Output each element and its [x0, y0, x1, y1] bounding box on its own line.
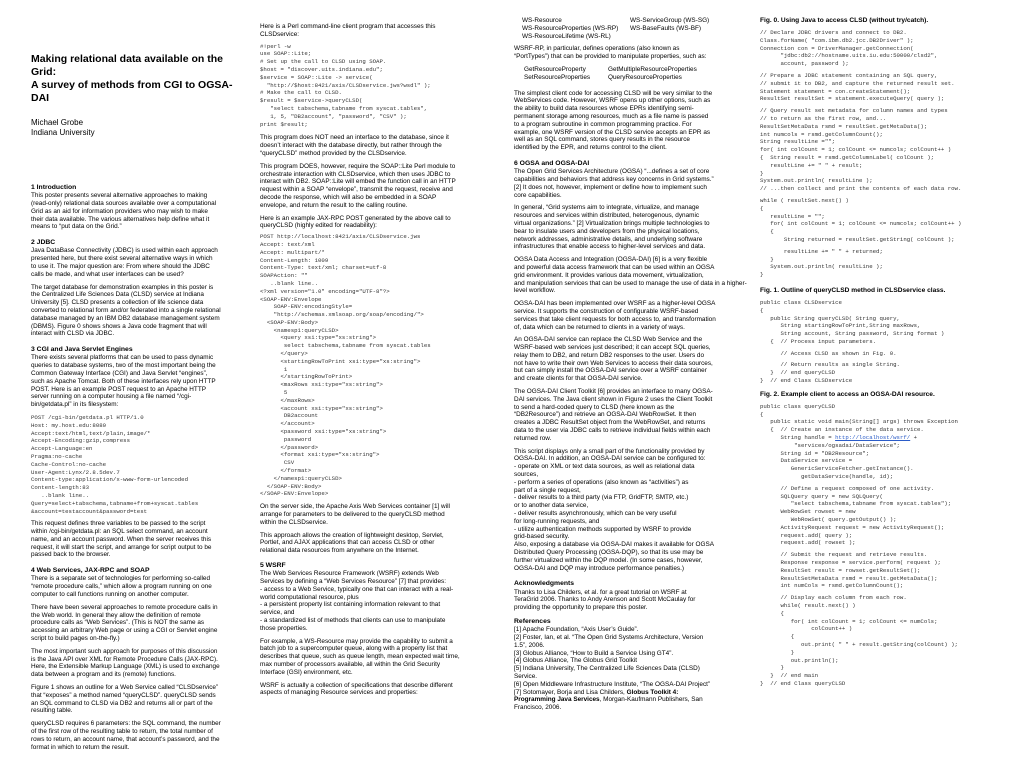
wsrf-rp-paragraph: WSRF-RP, in particular, defines operations (also known as “PortTypes”) that can be provided to manipulate properties, such as:	[514, 45, 707, 61]
axis-paragraph: On the server side, the Apache Axis Web Services container [1] will arrange for parameters to be delivered to the queryCLSD method within the CLSDservice.	[260, 503, 450, 526]
ws-paragraph-2: There have been several approaches to remote procedure calls in the Web world. In general they allow the definition of remote procedure calls as “Web Services”. (This is NOT the same as accessing an arbitrary Web page or using a CGI or Servlet engine script to build pages on-the-fly.)	[31, 603, 218, 643]
cgi-paragraph-1: There exists several platforms that can be used to pass dynamic queries to database systems, two of the most important being the Common Gateway Interface (CGI) and Java Servlet “engines”, such as Apache Tomcat. Both of these interfaces rely upon HTTP POST. Here is an example POST request to an Apache HTTP server running on a computer housing a file named “/cgi- bin/getdata.pl” in its filesystem:	[31, 354, 216, 409]
ogsa-paragraph-5: An OGSA-DAI service can replace the CLSD Web Service and the WSRF-based web services just described; it can accept SQL queries, relay them to DB2, and return DB2 responses to the user. Users do not have to write their own Web Services to access their data sources, but can simply install the OGSA-DAI service over a WSRF container and create clients for that OGSA-DAI service.	[514, 336, 713, 383]
ogsa-paragraph-4: OGSA-DAI has been implemented over WSRF as a higher-level OGSA service. It supports the construction of configurable WSRF-based services that take client requests for both access to, and transformation of, data which can be returned to clients in a variety of ways.	[514, 300, 716, 331]
column-1	[31, 0, 247, 768]
ws-paragraph-1: There is a separate set of technologies for performing so-called “remote procedure calls,” which allow a program running on one computer to call functions running on another computer.	[31, 575, 212, 599]
figure-0-code: // Declare JDBC drivers and connect to DB2. Class.forName( "com.ibm.db2.jcc.DB2Driver" ); Connection con = DriverManager.getConnection( "jdbc:db2://hostname.uits.iu.edu:50000/clsd2", account, password ); // Prepare a JDBC statement containing an SQL query, // submit it to DB2, and capture the returned result set. Statement statement = con.createStatement(); ResultSet resultSet = statement.executeQuery( query ); // Query result set metadata for column names and types // to return as the first row, and... ResultSetMetaData rsmd = resultSet.getMetaData(); int numcols = rsmd.getColumnCount(); String resultLine =""; for( int colCount = 1; colCount <= numcols; colCount++ ) { String result = rsmd.getColumnLabel( colCount ); resultLine += " " + result; } System.out.println( resultLine ); // ...then collect and print the contents of each data row. while ( resultSet.next() ) { resultLine = ""; for( int colCount = 1; colCount <= numcols; colCount++ ) { String returned = resultSet.getString( colCount ); resultLine += " " + returned; } System.out.println( resultLine ); }	[760, 29, 962, 279]
perl-paragraph-4: Here is an example JAX-RPC POST generated by the above call to queryCLSD (highly edited for readability):	[260, 214, 451, 230]
figure-2-code: public class queryCLSD { public static void main(String[] args) throws Exception { // Create an instance of the data service. String handle = http://localhost/wsrf/ + "services/ogsadai/DataService"; String id = "DB2Resource"; DataService service = GenericServiceFetcher.getInstance(). getDataService(handle, id); // Define a request composed of one activity. SQLQuery query = new SQLQuery( "select tabschema,tabname from syscat.tables"); WebRowSet rowset = new WebRowSet( query.getOutput() ); ActivityRequest request = new ActivityRequest(); request.add( query ); request.add( rowset ); // Submit the request and retrieve results. Response response = service.perform( request ); ResultSet result = rowset.getResultSet(); ResultSetMetaData rsmd = result.getMetaData(); int numCols = rsmd.getColumnCount(); // Display each column from each row. while( result.next() ) { for( int colCount = 1; colCount <= numCols; colCount++ ) { out.print( " " + result.getString(colCount) ); } out.println(); } } // end main } // end Class queryCLSD	[760, 402, 958, 687]
section-heading-introduction: 1 Introduction	[31, 184, 77, 191]
column-2	[260, 0, 500, 768]
http-post-code-block: POST /cgi-bin/getdata.pl HTTP/1.0 Host: my.host.edu:8080 Accept:text/html,text/plain,image/* Accept-Encoding:gzip,compress Accept-Language:en Pragma:no-cache Cache-Control:no-cache User-Agent:Lynx/2.8.5dev.7 Content-type:application/x-www-form-urlencoded Content-length:83 ..blank line.. Query=select+tabschema,tabname+from+syscat.tables &account=testaccount&password=test	[31, 413, 199, 515]
wsrf-paragraph-1: The Web Services Resource Framework (WSRF) extends Web Services by defining a “Web Services Resource” [7] that provides:	[260, 570, 447, 585]
porttype-table: GetResourceProperty GetMultipleResourceProperties SetResourceProperties QueryResourceProperties	[524, 65, 697, 81]
wsrf-paragraph-3: WSRF is actually a collection of specifications that describe different aspects of managing Resource services and properties:	[260, 681, 453, 697]
jdbc-paragraph-1: Java DataBase Connectivity (JDBC) is used within each approach presented here, but there exist several alternative ways in which to use it. The major question are: From where should the JDBC calls be made, and what user interfaces can be used?	[31, 247, 218, 278]
author-name: Michael Grobe	[31, 118, 84, 127]
ogsa-paragraph-8: Also, exposing a database via OGSA-DAI makes it available for OGSA Distributed Query Processing (OGSA-DQP), so that its use may be further virtualized within the DQP model. (In some cases, however, OGSA-DAI and DQP may introduce performance penalties.)	[514, 541, 714, 572]
dataservice-url-link[interactable]: http://localhost/wsrf/	[835, 434, 911, 442]
perl-intro-paragraph: Here is a Perl command-line client program that accesses this CLSDservice:	[260, 23, 436, 38]
cgi-paragraph-2: This request defines three variables to be passed to the script within /cgi-bin/getdata.pl: an SQL select command, an account name, and an account password. When the server receives this request, it will start the script, and arrange for script output to be passed back to the browser.	[31, 520, 212, 559]
wsrf-client-paragraph: The simplest client code for accessing CLSD will be very similar to the WebServices code. However, WSRF opens up other options, such as the ability to build data resources whose EPRs identifying semi- permanent storage among resources, much as a file name is passed to a program subroutine in common programming practice. For example, one WSRF version of the CLSD service accepts an EPR as well as an SQL command, stores query results in the resource identified by the EPR, and returns control to the client.	[514, 89, 713, 152]
section-heading-references: References	[514, 618, 551, 625]
figure-1-caption: Fig. 1. Outline of queryCLSD method in CLSDservice class.	[760, 286, 946, 294]
ws-paragraph-4: Figure 1 shows an outline for a Web Service called “CLSDservice” that “exposes” a method named “queryCLSD”. queryCLSD sends an SQL command to CLSD via DB2 and returns all or part of the resulting table.	[31, 684, 219, 715]
ogsa-paragraph-2: In general, “Grid systems aim to integrate, virtualize, and manage resources and services within distributed, heterogenous, dynamic virtual organizations.” [2] Virtualization brings multiple technologies to bear to insulate users and developers from the physical locations, network addresses, administrative details, and underlying software infrastructures that enable access to higher-level services and data.	[514, 204, 710, 251]
perl-paragraph-3: This program DOES, however, require the SOAP::Lite Perl module to orchestrate interaction with CLSDservice, which then uses JDBC to interact with DB2. SOAP::Lite will embed the function call in an HTTP request within a SOAP “envelope”, transmit the request, receive and decode the response, which will also be embedded in a SOAP envelope, and return the result to the calling routine.	[260, 162, 456, 209]
wsrf-feature-list: - access to a Web Service, typically one that can interact with a real- world computational resource, plus - a persistent property list containing information relevant to that service, and - a standardized list of methods that clients can use to manipulate those properties.	[260, 585, 454, 632]
soap-request-code-block: POST http://localhost:8421/axis/CLSDservice.jws Accept: text/xml Accept: multipart/* Content-Length: 1009 Content-Type: text/xml; charset=utf-8 SOAPAction: "" ..blank line.. <?xml version="1.0" encoding="UTF-8"?> <SOAP-ENV:Envelope SOAP-ENV:encodingStyle= "http://schemas.xmlsoap.org/soap/encoding/"> <SOAP-ENV:Body> <namesp1:queryCLSD> <query xsi:type="xs:string"> select tabschema,tabname from syscat.tables </query> <startingRowToPrint xsi:type="xs:string"> 1 </startingRowToPrint> <maxRows xsi:type="xs:string"> 5 </maxRows> <account xsi:type="xs:string"> DB2account </account> <password xsi:type="xs:string"> password </password> <format xsi:type="xs:string"> CSV </format> </namesp1:queryCLSD> </SOAP-ENV:Body> </SOAP-ENV:Envelope>	[260, 233, 431, 498]
wsrf-paragraph-2: For example, a WS-Resource may provide the capability to submit a batch job to a supercomputer queue, along with a property list that describes that queue, such as queue length, mean expected wait time, max number of processors available, all within the Grid Security Interface (GSI) environment, etc.	[260, 637, 460, 676]
ogsa-paragraph-3: OGSA Data Access and Integration (OGSA-DAI) [6] is a very flexible and powerful data access framework that can be used within an OGSA grid environment. It provides various data movement, virtualization, and manipulation services that can be used to manage the use of data in a higher- level workflow.	[514, 256, 747, 295]
figure-1-code: public class CLSDservice { public String queryCLSD( String query, String startingRowToPrint,String maxRows, String account, String password, String format ) { // Process input parameters. // Access CLSD as shown in Fig. 0. // Return results as single String. } // end queryCLSD } // end Class CLSDservice	[760, 298, 945, 385]
wsrf-spec-table: WS-Resource WS-ServiceGroup (WS-SG) WS-ResourceProperties (WS-RP) WS-BaseFaults (WS-BF) WS-ResourceLifetime (WS-RL)	[522, 17, 710, 40]
section-heading-acknowledgments: Acknowledgments	[514, 580, 575, 588]
intro-paragraph: This poster presents several alternative approaches to making (read-only) relational data sources available over a computational Grid as an aid for information providers who may wish to make their data available. The various alternatives help define what it means to “put data on the Grid.”	[31, 192, 217, 231]
ogsa-paragraph-7: This script displays only a small part of the functionality provided by OGSA-DAI. In addition, an OGSA-DAI service can be configured to:	[514, 447, 706, 463]
perl-paragraph-2: This program does NOT need an interface to the database, since it doesn’t interact with the database directly, but rather through the “queryCLSD” method provided by the CLSDservice.	[260, 134, 449, 157]
jdbc-paragraph-2: The target database for demonstration examples in this poster is the Centralized Life Sciences Data (CLSD) service at Indiana University [5]. CLSD presents a collection of life science data converted to relational form and/or federated into a single relational database managed by an IBM DB2 database management system (DBMS). Figure 0 shows shows a Java code fragment that will interact with CLSD via JDBC.	[31, 283, 221, 338]
author-affiliation: Indiana University	[31, 128, 95, 137]
ogsa-dai-capability-list: - operate on XML or text data sources, as well as relational data sources, - perform a series of operations (also known as “activities”) as part of a single request, - deliver results to a third party (via FTP, GridFTP, SMTP, etc.) or to another data service, - deliver results asynchronously, which can be very useful for long-running requests, and - utilize authentication methods supported by WSRF to provide grid-based security.	[514, 463, 695, 541]
ws-paragraph-5: queryCLSD requires 6 parameters: the SQL command, the number of the first row of the resulting table to return, the total number of rows to return, an account name, that account’s password, and the format in which to return the result.	[31, 720, 221, 751]
column-4	[760, 0, 1012, 768]
section-heading-wsrf: 5 WSRF	[260, 562, 286, 569]
acknowledgments-paragraph: Thanks to Lisa Childers, et al. for a great tutorial on WSRF at TeraGrid 2006. Thanks to Andy Arenson and Scott McCaulay for providing the opportunity to prepare this poster.	[514, 588, 696, 612]
section-heading-web-services: 4 Web Services, JAX-RPC and SOAP	[31, 567, 150, 575]
paper-title-line-2: A survey of methods from CGI to OGSA-DAI	[31, 79, 233, 104]
ws-paragraph-3: The most important such approach for purposes of this discussion is the Java API over XML for Remote Procedure Calls (JAX-RPC). Here, the Extensible Markup Language (XML) is used to exchange data between a program and its (remote) functions.	[31, 647, 220, 679]
references-list: [1] Apache Foundation, “Axis User’s Guide”. [2] Foster, Ian, et al. “The Open Grid Systems Architecture, Version 1.5”, 2006. [3] Globus Alliance, “How to Build a Service Using GT4”. [4] Globus Alliance, The Globus Grid Toolkit [5] Indiana University, The Centralized Life Sciences Data (CLSD) Service. [6] Open Middleware Infrastructure Institute, “The OGSA-DAI Project” [7] Sotomayer, Borja and Lisa Childers, Globus Toolkit 4: Programming Java Services, Morgan-Kaufmann Publishers, San Francisco, 2006.	[514, 626, 748, 712]
lightweight-apps-paragraph: This approach allows the creation of lightweight desktop, Servlet, Portlet, and AJAX applications that can access CLSD or other relational data resources from anywhere on the Internet.	[260, 531, 444, 555]
section-heading-jdbc: 2 JDBC	[31, 239, 56, 247]
ogsa-paragraph-1: The Open Grid Services Architecture (OGSA) “...defines a set of core capabilities and behaviors that address key concerns in Grid systems.” [2] It does not, however, implement or define how to implement such core capabilities.	[514, 168, 714, 199]
section-heading-cgi-servlet: 3 CGI and Java Servlet Engines	[31, 346, 133, 354]
figure-0-caption: Fig. 0. Using Java to access CLSD (without try/catch).	[760, 17, 929, 24]
column-3	[514, 0, 748, 768]
section-heading-ogsa: 6 OGSA and OGSA-DAI	[514, 159, 590, 167]
reference-7: [7] Sotomayer, Borja and Lisa Childers, Globus Toolkit 4:	[514, 688, 679, 696]
figure-2-caption: Fig. 2. Example client to access an OGSA-DAI resource.	[760, 390, 935, 398]
paper-title-line-1: Making relational data available on the Grid:	[31, 53, 223, 78]
ogsa-paragraph-6: The OGSA-DAI Client Toolkit [6] provides an interface to many OGSA- DAI services. The Java client shown in Figure 2 uses the Client Toolkit to send a hard-coded query to CLSD (here known as the “DB2Resource”) and retrieve an OGSA-DAI WebRowSet. It then creates a JDBC ResultSet object from the WebRowSet, and returns data to the user via JDBC calls to retrieve individual fields within each returned row.	[514, 388, 713, 442]
perl-client-code-block: #!perl -w use SOAP::Lite; # Set up the call to CLSD using SOAP. $host = "discover.uits.indiana.edu"; $service = SOAP::Lite -> service( "http://$host:8421/axis/CLSDservice.jws?wsdl" ); # Make the call to CLSD. $result = $service->queryCLSD( "select tabschema,tabname from syscat.tables", 1, 5, "DB2account", "password", "CSV" ); print $result;	[260, 42, 431, 128]
